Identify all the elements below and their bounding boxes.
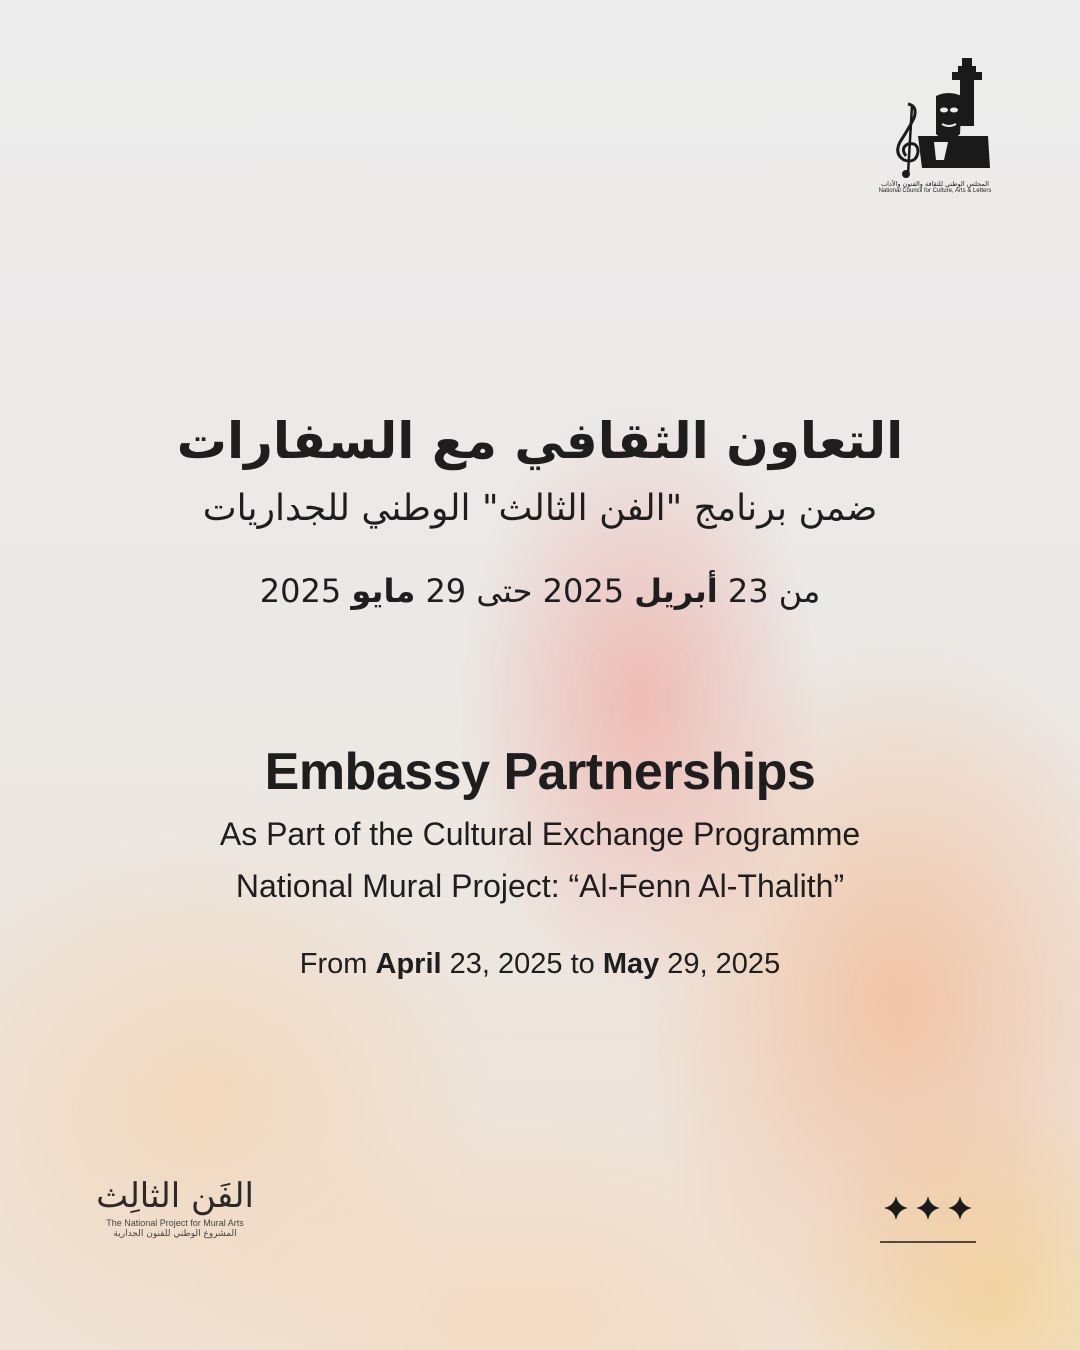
- arabic-title: التعاون الثقافي مع السفارات: [176, 412, 904, 470]
- english-date-mid: 23, 2025 to: [441, 948, 603, 980]
- arabic-date: [0, 572, 1080, 610]
- arabic-date-middle: 2025 حتى 29: [425, 572, 625, 610]
- english-subtitle-line1: As Part of the Cultural Exchange Programme: [219, 816, 861, 852]
- mural-logo-script: الفَن الثالِث: [96, 1176, 254, 1216]
- english-subtitle-line2: National Mural Project: “Al-Fenn Al-Thalith”: [235, 868, 845, 904]
- english-title: Embassy Partnerships: [264, 743, 816, 801]
- english-date-from: From: [299, 948, 376, 980]
- arabic-subtitle: ضمن برنامج "الفن الثالث" الوطني للجداريات: [202, 488, 878, 529]
- mural-logo-arabic: المشروع الوطني للفنون الجدارية: [113, 1229, 237, 1239]
- arabic-date-prefix: من 23: [727, 572, 821, 610]
- english-date-month1: April: [375, 948, 442, 980]
- council-caption-en: National Council for Culture, Arts & Letters: [878, 188, 992, 194]
- english-date: [0, 948, 1080, 981]
- arabic-date-year: 2025: [259, 572, 342, 610]
- arabic-date-month1: أبريل: [634, 572, 718, 610]
- english-date-end: 29, 2025: [659, 948, 781, 980]
- mural-logo-english: The National Project for Mural Arts: [106, 1218, 244, 1228]
- arabic-date-month2: مايو: [351, 572, 416, 610]
- mural-project-logo: [95, 1176, 255, 1239]
- council-emblem-icon: [878, 56, 1002, 198]
- three-stars-icon: [880, 1192, 976, 1248]
- council-caption-ar: المجلس الوطني للثقافة والفنون والآداب: [881, 180, 989, 188]
- english-date-month2: May: [602, 948, 660, 980]
